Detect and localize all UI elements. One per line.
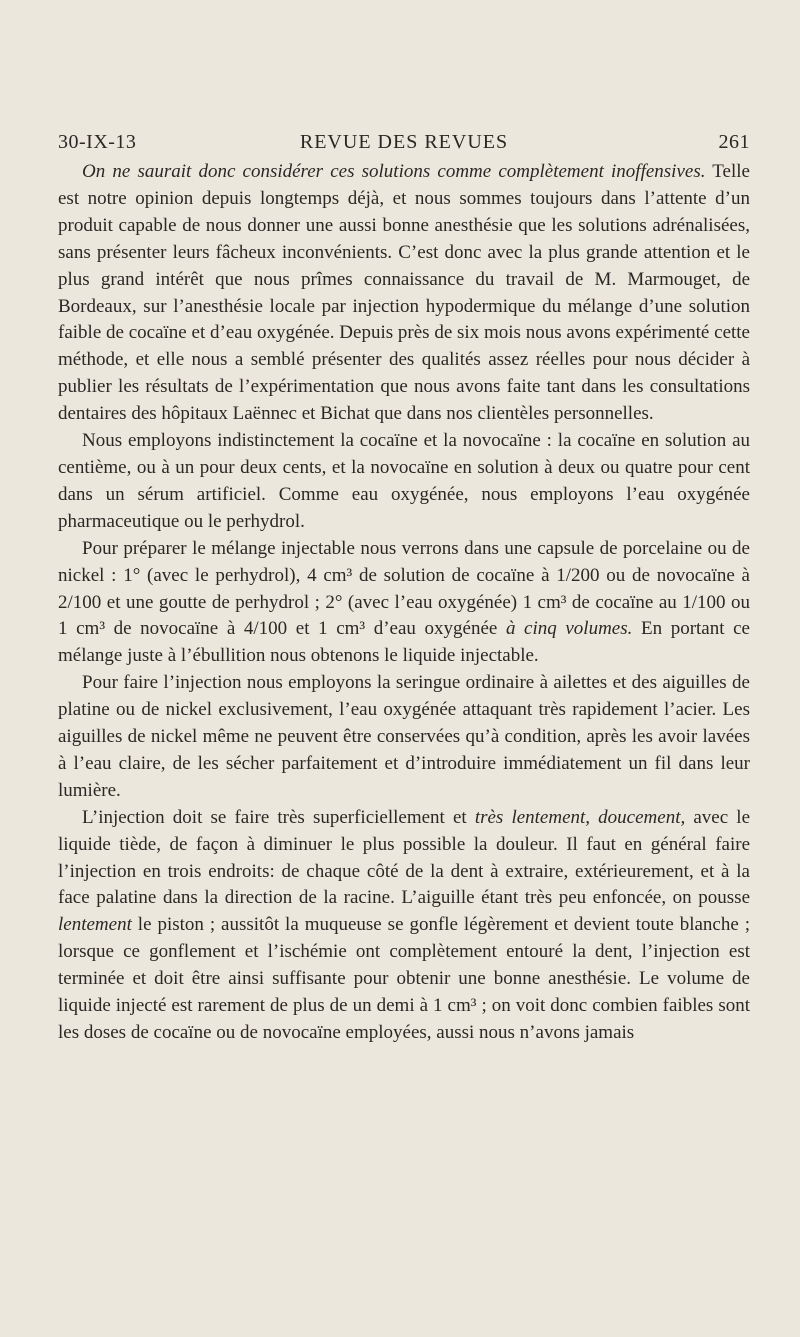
- paragraph: [58, 805, 750, 1047]
- italic-span: très lentement, doucement,: [474, 806, 686, 828]
- text-span: L’injection doit se faire très superficiellement et: [82, 806, 475, 828]
- text-span: le piston ; aussitôt la muqueuse se gonfle légèrement et devient toute blanche ; lorsque ce gonflement et l’ischémie ont complètement entouré la dent, l’injection est terminée et doit être ainsi suffisante pour obtenir une bonne anesthésie. Le volume de liquide injecté est rarement de plus de un demi à 1 cm³ ; on voit donc combien faibles sont les doses de cocaïne ou de novocaïne employées, aussi nous n’avons jamais: [58, 914, 750, 1043]
- text-span: Telle est notre opinion depuis longtemps déjà, et nous sommes toujours dans l’attente d’un produit capable de nous donner une aussi bonne anesthésie que les solutions adrénalisées, sans présenter leurs fâcheux inconvénients. C’est donc avec la plus grande attention et le plus grand intérêt que nous prîmes connaissance du travail de M. Marmouget, de Bordeaux, sur l’anesthésie locale par injection hypodermique du mélange d’une solution faible de cocaïne et d’eau oxygénée. Depuis près de six mois nous avons expérimenté cette méthode, et elle nous a semblé présenter des qualités assez réelles pour nous décider à publier les résultats de l’expérimentation que nous avons faite tant dans les consultations dentaires des hôpitaux Laënnec et Bichat que dans nos clientèles personnelles.: [58, 161, 750, 425]
- italic-span: lentement: [58, 914, 132, 936]
- text-span: Pour faire l’injection nous employons la seringue ordinaire à ailettes et des aiguilles de platine ou de nickel exclusivement, l’eau oxygénée attaquant très rapidement l’acier. Les aiguilles de nickel même ne peuvent être conservées qu’à condition, après les avoir lavées à l’eau claire, de les sécher parfaitement et d’introduire immédiatement un fil dans leur lumière.: [58, 672, 750, 801]
- italic-span: à cinq volumes.: [505, 618, 633, 640]
- running-header: [58, 131, 750, 161]
- paragraph: [58, 428, 750, 536]
- page-number: 261: [718, 131, 750, 153]
- paragraph: [58, 536, 750, 671]
- header-title: REVUE DES REVUES: [299, 131, 509, 153]
- body-text: [58, 159, 750, 1047]
- paragraph: [58, 670, 750, 805]
- paragraph: [58, 159, 750, 428]
- text-span: Nous employons indistinctement la cocaïne et la novocaïne : la cocaïne en solution au centième, ou à un pour deux cents, et la novocaïne en solution à deux ou quatre pour cent dans un sérum artificiel. Comme eau oxygénée, nous employons l’eau oxygénée pharmaceutique ou le perhydrol.: [58, 430, 750, 532]
- text-span: En portant ce mélange juste à l’ébullition nous obtenons le liquide injectable.: [58, 618, 750, 667]
- header-date: 30-IX-13: [58, 131, 137, 153]
- text-span: Pour préparer le mélange injectable nous verrons dans une capsule de porcelaine ou de nickel : 1° (avec le perhydrol), 4 cm³ de solution de cocaïne à 1/200 ou de novocaïne à 2/100 et une goutte de perhydrol ; 2° (avec l’eau oxygénée) 1 cm³ de cocaïne au 1/100 ou 1 cm³ de novocaïne à 4/100 et 1 cm³ d’eau oxygénée: [58, 537, 750, 640]
- italic-span: On ne saurait donc considérer ces solutions comme complètement inoffensives.: [82, 161, 706, 182]
- text-span: avec le liquide tiède, de façon à diminuer le plus possible la douleur. Il faut en général faire l’injection en trois endroits: de chaque côté de la dent à extraire, extérieurement, et à la face palatine dans la direction de la racine. L’aiguille étant très peu enfoncée, on pousse: [58, 806, 751, 909]
